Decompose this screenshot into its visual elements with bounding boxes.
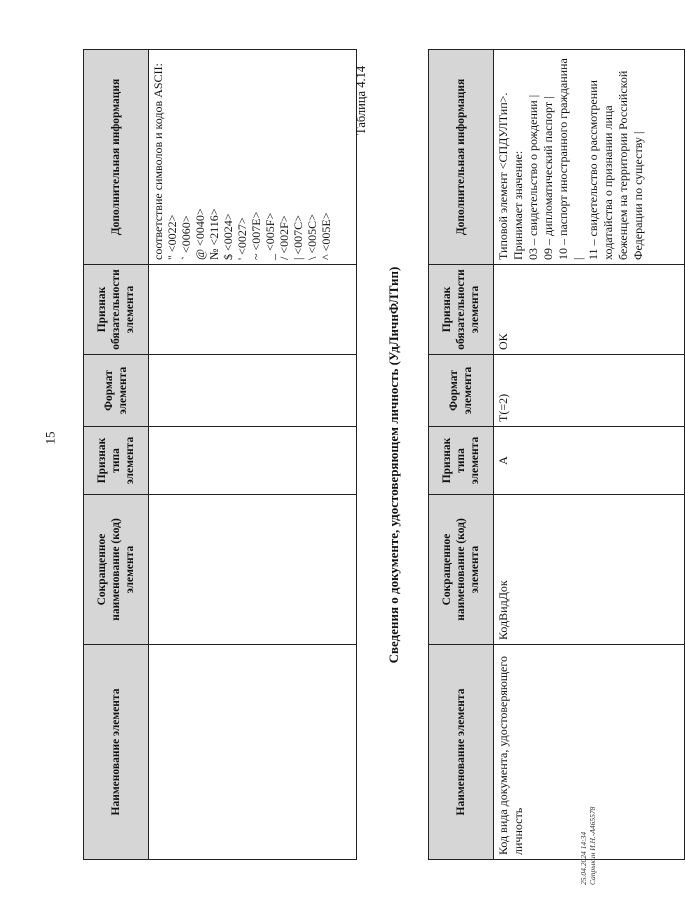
cell-info bbox=[494, 50, 685, 265]
cell-type bbox=[149, 427, 357, 495]
table-top bbox=[83, 49, 357, 860]
header-info: Дополнительная информация bbox=[429, 50, 494, 265]
ascii-code: ^ <005E> bbox=[319, 212, 333, 260]
header-required: Признак обязательности элемента bbox=[84, 265, 149, 355]
table-row bbox=[149, 50, 357, 860]
header-type: Признак типа элемента bbox=[84, 427, 149, 495]
header-code: Сокращенное наименование (код) элемента bbox=[84, 495, 149, 645]
header-name: Наименование элемента bbox=[429, 645, 494, 860]
table-row bbox=[494, 50, 685, 860]
ascii-intro: соответствие символов и кодов ASCII: bbox=[151, 63, 165, 260]
ascii-code: | <007C> bbox=[291, 215, 305, 260]
cell-code bbox=[149, 495, 357, 645]
signature-stamp bbox=[579, 807, 597, 885]
ascii-code: ~ <007E> bbox=[249, 211, 263, 260]
ascii-code: $ <0024> bbox=[221, 213, 235, 260]
cell-info bbox=[149, 50, 357, 265]
cell-code: КодВидДок bbox=[494, 495, 685, 645]
ascii-code: " <0022> bbox=[165, 214, 179, 260]
ascii-code: _ <005F> bbox=[263, 212, 277, 260]
info-line: 10 – паспорт иностранного гражданина | bbox=[556, 58, 585, 260]
stamp-date: 25.04.2024 14:34 bbox=[579, 831, 588, 885]
header-format: Формат элемента bbox=[84, 355, 149, 427]
ascii-code: ` <0060> bbox=[179, 215, 193, 260]
header-info: Дополнительная информация bbox=[84, 50, 149, 265]
ascii-code: № <2116> bbox=[207, 208, 221, 260]
page-number: 15 bbox=[42, 431, 58, 445]
cell-type: А bbox=[494, 427, 685, 495]
cell-format bbox=[149, 355, 357, 427]
header-type: Признак типа элемента bbox=[429, 427, 494, 495]
cell-format: T(=2) bbox=[494, 355, 685, 427]
table-label: Таблица 4.14 bbox=[354, 65, 368, 135]
table-bottom bbox=[428, 49, 685, 860]
header-name: Наименование элемента bbox=[84, 645, 149, 860]
header-code: Сокращенное наименование (код) элемента bbox=[429, 495, 494, 645]
ascii-code: / <002F> bbox=[277, 215, 291, 260]
cell-name: Код вида документа, удостоверяющего личность bbox=[494, 645, 685, 860]
info-line: Типовой элемент <СПДУЛТип>. bbox=[496, 92, 510, 260]
cell-name bbox=[149, 645, 357, 860]
header-required: Признак обязательности элемента bbox=[429, 265, 494, 355]
table-title: Сведения о документе, удостоверяющем личность (УдЛичнФЛТип) bbox=[386, 266, 401, 664]
info-line: 11 – свидетельство о рассмотрении ходатайства о признании лица беженцем на территории Российской Федерации по существу | bbox=[586, 70, 645, 260]
table-top-header-row bbox=[84, 50, 149, 860]
ascii-code: ' <0027> bbox=[235, 217, 249, 260]
cell-required bbox=[149, 265, 357, 355]
info-line: 09 – дипломатический паспорт | bbox=[541, 96, 555, 260]
header-format: Формат элемента bbox=[429, 355, 494, 427]
stamp-author: Сапрыкин И.Н.-А465578 bbox=[588, 806, 597, 885]
cell-required: ОК bbox=[494, 265, 685, 355]
table-bottom-header-row bbox=[429, 50, 494, 860]
ascii-code: @ <0040> bbox=[193, 208, 207, 260]
ascii-code: \ <005C> bbox=[305, 214, 319, 260]
info-line: Принимает значение: bbox=[511, 150, 525, 260]
info-line: 03 – свидетельство о рождении | bbox=[526, 94, 540, 260]
